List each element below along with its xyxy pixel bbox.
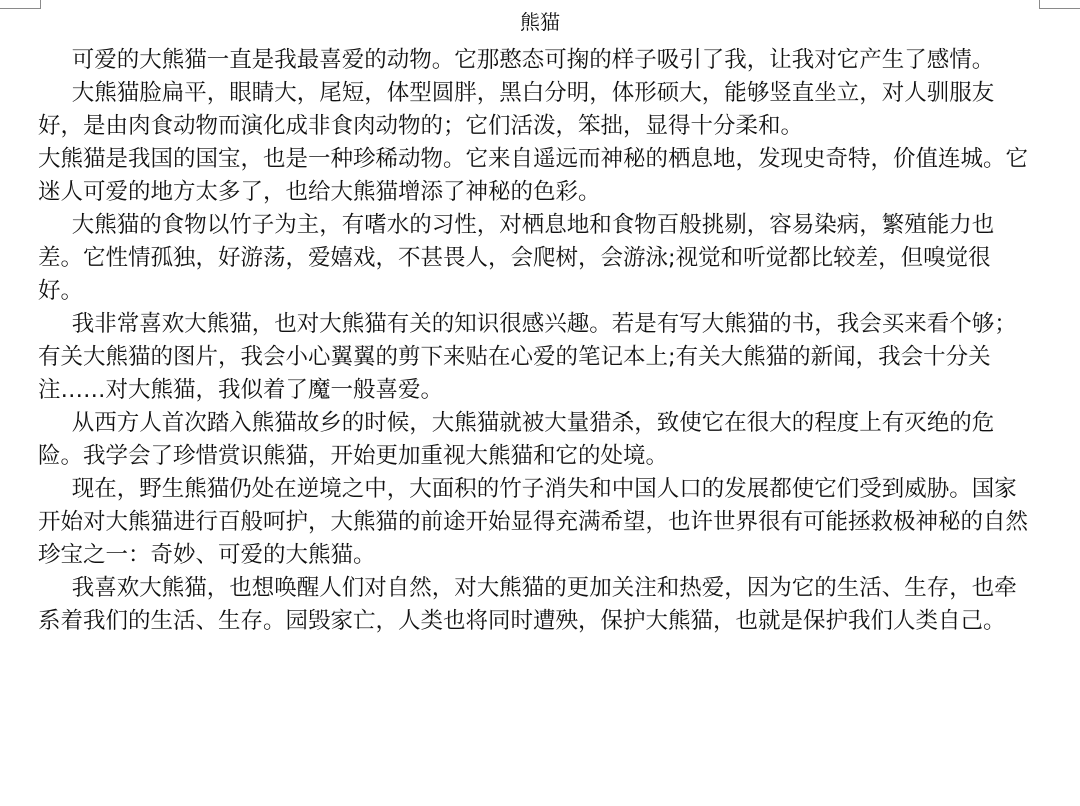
paragraph-1: 可爱的大熊猫一直是我最喜爱的动物。它那憨态可掬的样子吸引了我，让我对它产生了感情。: [71, 47, 995, 73]
paragraph-8: 我喜欢大熊猫，也想唤醒人们对自然，对大熊猫的更加关注和热爱，因为它的生活、生存，也牵系着我们的生活、生存。园毁家亡，人类也将同时遭殃，保护大熊猫，也就是保护我们人类自己。: [38, 575, 1017, 634]
paragraph-7: 现在，野生熊猫仍处在逆境之中，大面积的竹子消失和中国人口的发展都使它们受到威胁。国家开始对大熊猫进行百般呵护，大熊猫的前途开始显得充满希望，也许世界很有可能拯救极神秘的自然珍宝之一：奇妙、可爱的大熊猫。: [38, 476, 1029, 568]
paragraph-2: 大熊猫脸扁平，眼睛大，尾短，体型圆胖，黑白分明，体形硕大，能够竖直坐立，对人驯服友好，是由肉食动物而演化成非食肉动物的；它们活泼，笨拙，显得十分柔和。: [38, 80, 995, 139]
paragraph-4: 大熊猫的食物以竹子为主，有嗜水的习性，对栖息地和食物百般挑剔，容易染病，繁殖能力也差。它性情孤独，好游荡，爱嬉戏，不甚畏人，会爬树，会游泳;视觉和听觉都比较差，但嗅觉很好。: [38, 212, 995, 304]
document-body: [38, 44, 1034, 638]
paragraph-3: 大熊猫是我国的国宝，也是一种珍稀动物。它来自遥远而神秘的栖息地，发现史奇特，价值连城。它迷人可爱的地方太多了，也给大熊猫增添了神秘的色彩。: [38, 146, 1029, 205]
paragraph-5: 我非常喜欢大熊猫，也对大熊猫有关的知识很感兴趣。若是有写大熊猫的书，我会买来看个够；有关大熊猫的图片，我会小心翼翼的剪下来贴在心爱的笔记本上;有关大熊猫的新闻，我会十分关注……对大熊猫，我似着了魔一般喜爱。: [38, 311, 1017, 403]
paragraph-6: 从西方人首次踏入熊猫故乡的时候，大熊猫就被大量猎杀，致使它在很大的程度上有灭绝的危险。我学会了珍惜赏识熊猫，开始更加重视大熊猫和它的处境。: [38, 410, 995, 469]
document-title: 熊猫: [520, 10, 560, 34]
